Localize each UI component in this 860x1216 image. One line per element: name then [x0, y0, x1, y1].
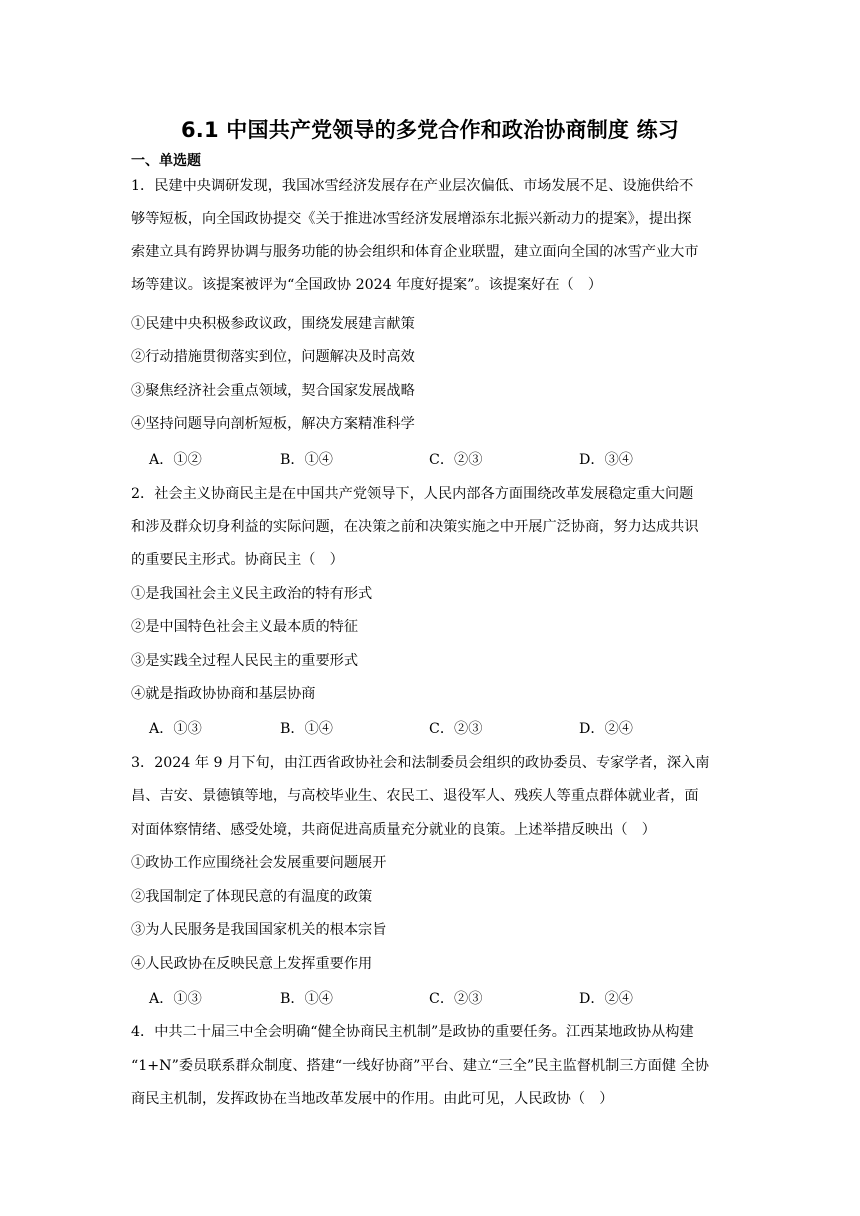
question-4-stem-line: “1+N”委员联系群众制度、搭建“一线好协商”平台、建立“三全”民主监督机制三方面健 全协	[131, 1058, 709, 1074]
question-3-item: ③为人民服务是我国国家机关的根本宗旨	[131, 922, 387, 938]
question-3-stem-line: 3．2024 年 9 月下旬，由江西省政协社会和法制委员会组织的政协委员、专家学者，深入南	[131, 755, 710, 771]
question-2-option-c: C．②③	[429, 721, 483, 737]
question-1-stem-line: 1．民建中央调研发现，我国冰雪经济发展存在产业层次偏低、市场发展不足、设施供给不	[131, 178, 694, 194]
question-2-option-a: A．①③	[149, 721, 202, 737]
section-heading: 一、单选题	[131, 153, 201, 169]
question-3-item: ②我国制定了体现民意的有温度的政策	[131, 889, 373, 905]
question-1-option-d: D．③④	[579, 452, 633, 468]
question-3-item: ①政协工作应围绕社会发展重要问题展开	[131, 855, 387, 871]
question-3-stem-line: 昌、吉安、景德镇等地，与高校毕业生、农民工、退役军人、残疾人等重点群体就业者，面	[131, 788, 699, 804]
question-2-stem-line: 2．社会主义协商民主是在中国共产党领导下，人民内部各方面围绕改革发展稳定重大问题	[131, 486, 694, 502]
question-3-option-a: A．①③	[149, 991, 202, 1007]
question-1-stem-line: 场等建议。该提案被评为“全国政协 2024 年度好提案”。该提案好在（ ）	[131, 277, 603, 293]
question-2-option-d: D．②④	[579, 721, 633, 737]
question-1-item: ④坚持问题导向剖析短板，解决方案精准科学	[131, 416, 415, 432]
question-3-item: ④人民政协在反映民意上发挥重要作用	[131, 956, 373, 972]
question-4-stem-line: 商民主机制，发挥政协在当地改革发展中的作用。由此可见，人民政协（ ）	[131, 1091, 614, 1107]
question-1-item: ②行动措施贯彻落实到位，问题解决及时高效	[131, 349, 415, 365]
question-2-stem-line: 和涉及群众切身利益的实际问题，在决策之前和决策实施之中开展广泛协商，努力达成共识	[131, 519, 699, 535]
question-4-stem-line: 4．中共二十届三中全会明确“健全协商民主机制”是政协的重要任务。江西某地政协从构建	[131, 1024, 694, 1040]
question-2-item: ③是实践全过程人民民主的重要形式	[131, 653, 359, 669]
question-1-option-b: B．①④	[280, 452, 333, 468]
question-2-option-b: B．①④	[280, 721, 333, 737]
question-2-stem-line: 的重要民主形式。协商民主（ ）	[131, 552, 344, 568]
page-title: 6.1 中国共产党领导的多党合作和政治协商制度 练习	[180, 118, 680, 142]
question-3-option-c: C．②③	[429, 991, 483, 1007]
question-3-option-d: D．②④	[579, 991, 633, 1007]
question-1-item: ①民建中央积极参政议政，围绕发展建言献策	[131, 316, 415, 332]
question-1-item: ③聚焦经济社会重点领域，契合国家发展战略	[131, 383, 415, 399]
question-1-stem-line: 索建立具有跨界协调与服务功能的协会组织和体育企业联盟，建立面向全国的冰雪产业大市	[131, 244, 699, 260]
question-1-option-c: C．②③	[429, 452, 483, 468]
question-1-stem-line: 够等短板，向全国政协提交《关于推进冰雪经济发展增添东北振兴新动力的提案》，提出探	[131, 211, 692, 227]
question-2-item: ②是中国特色社会主义最本质的特征	[131, 619, 359, 635]
question-2-item: ④就是指政协协商和基层协商	[131, 686, 316, 702]
question-2-item: ①是我国社会主义民主政治的特有形式	[131, 586, 373, 602]
question-3-option-b: B．①④	[280, 991, 333, 1007]
question-1-option-a: A．①②	[149, 452, 202, 468]
question-3-stem-line: 对面体察情绪、感受处境，共商促进高质量充分就业的良策。上述举措反映出（ ）	[131, 822, 656, 838]
